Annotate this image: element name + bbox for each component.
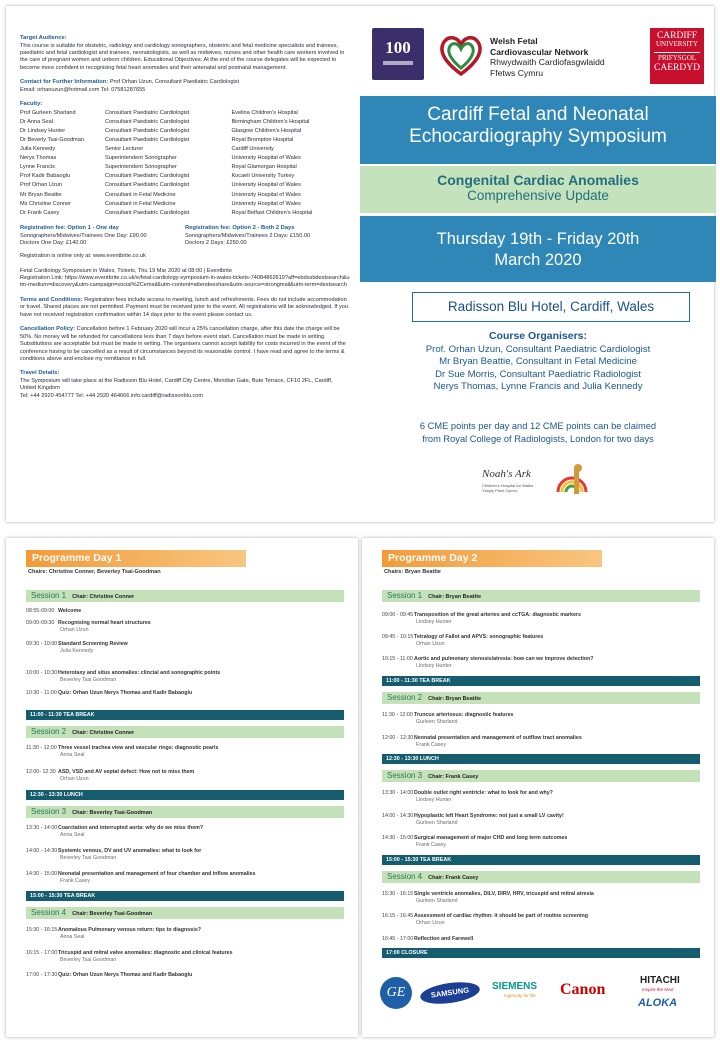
programme-item [382,735,712,749]
item-speaker: Gurleen Sharland [416,897,458,904]
noahs-sub2: Ysbyty Plant Cymru [482,488,518,493]
session-number: Session 1 [387,591,423,600]
item-speaker: Lindsey Hunter [416,662,452,669]
faculty-name: Lynne Francis [20,164,55,171]
item-speaker: Orhan Uzun [60,775,89,782]
faculty-table [20,109,350,218]
programme-item [382,656,712,670]
item-title: Coarctation and interrupted aorta: why do we miss them? [58,825,204,831]
item-speaker: Orhan Uzun [416,640,445,647]
session-chair: Chair: Bryan Beattie [428,696,482,702]
faculty-row [20,209,350,218]
item-speaker: Beverley Tsai Goodman [60,956,117,963]
item-time: 12:00- 12:30 [26,769,56,775]
session-header [382,590,700,602]
item-time: 09:00-09:30 [26,620,55,626]
item-speaker: Gurleen Sharland [416,718,458,725]
cu-line3: PRIFYSGOL [657,54,697,63]
session-chair: Chair: Beverley Tsai-Goodman [72,911,153,917]
item-time: 14:00 - 14:30 [26,848,58,854]
item-time: 10:00 - 10:30 [26,670,58,676]
item-title: Neonatal presentation and management of outflow tract anomalies [414,735,582,741]
event-date [360,216,716,282]
organiser-1: Prof. Orhan Uzun, Consultant Paediatric Cardiologist [425,343,651,355]
faculty-role: Consultant in Fetal Medicine [104,200,176,207]
programme-item [26,608,356,615]
cu-line4: CAERDYD [654,62,700,73]
item-time: 10:15 - 11:00 [382,656,413,662]
faculty-name: Ms Christine Conner [20,200,71,207]
wfcn-line4: Ffetws Cymru [490,68,543,79]
faculty-hospital: Kocaeli University Turkey [231,173,295,180]
programme-item [382,612,712,626]
cancel-heading: Cancellation Policy: [20,326,76,333]
faculty-name: Dr Anna Seal [20,118,53,125]
symposium-title [360,96,716,164]
faculty-row [20,182,350,191]
terms-heading: Terms and Conditions: [20,296,83,303]
session-header [382,770,700,782]
item-speaker: Frank Casey [416,841,447,848]
session-number: Session 2 [31,727,67,736]
faculty-name: Mr Bryan Beattie [20,191,62,198]
faculty-row [20,109,350,118]
programme-item [382,835,712,849]
item-time: 11:30 - 12:00 [26,745,57,751]
item-speaker: Gurleen Sharland [416,819,458,826]
travel-text: The Symposium will take place at the Radisson Blu Hotel, Cardiff City Centre, Meridian Gate, Bute Terrace, CF10 2FL, Cardiff, United Kingdom [20,377,333,392]
heart-logo-icon [436,32,486,78]
programme-item [382,634,712,648]
item-time: 15:30 - 16:15 [26,927,58,933]
session-number: Session 3 [387,771,423,780]
wfcn-line3: Rhwydwaith Cardiofasgwlaidd [490,57,605,68]
faculty-role: Consultant Paediatric Cardiologist [104,209,190,216]
programme-item [26,745,356,759]
samsung-logo: SAMSUNG [419,979,481,1007]
faculty-row [20,145,350,154]
item-title: Heterotaxy and situs anomalies: clincial and sonographic points [58,670,221,676]
faculty-role: Consultant Paediatric Cardiologist [104,182,190,189]
programme-item [26,620,356,634]
subtitle-line1: Congenital Cardiac Anomalies [437,172,639,188]
organiser-3: Dr Sue Morris, Consultant Paediatric Radiologist [435,368,641,380]
break-bar: 12:30 - 13:30 LUNCH [26,790,344,800]
session-number: Session 4 [387,872,423,881]
faculty-name: Dr Frank Casey [20,209,60,216]
programme-item [382,790,712,804]
online-note: Registration is online only at: www.eventbrite.co.uk [20,253,146,260]
hitachi-logo: HITACHI [640,975,680,986]
day2-title: Programme Day 2 [382,550,602,567]
break-bar: 11:00 - 11:30 TEA BREAK [26,710,344,720]
faculty-row [20,163,350,172]
faculty-role: Consultant Paediatric Cardiologist [104,136,190,143]
faculty-row [20,127,350,136]
faculty-role: Consultant in Fetal Medicine [104,191,176,198]
eventbrite-title: Fetal Cardiology Symposium in Wales, Tickets, Thu 19 Mar 2020 at 08:00 | Eventbrite [20,267,232,274]
item-time: 14:30 - 15:00 [26,871,58,877]
travel-contact: Tel: +44 2920 454777 Tel: +44 2920 464666 info.cardiff@radissonblu.com [20,392,204,399]
item-title: Quiz: Orhan Uzun Nerys Thomas and Kadir Babaoglu [58,690,193,696]
faculty-role: Superintendent Sonographer [104,155,177,162]
programme-item [26,950,356,964]
item-speaker: Frank Casey [416,741,447,748]
reg1-line1: Sonographers/Midwives/Trainees One Day: £90.00 [20,232,147,239]
faculty-role: Consultant Paediatric Cardiologist [104,109,190,116]
faculty-name: Prof Kadir Babaoglu [20,173,71,180]
logo-100-text: 100 [385,38,411,57]
item-title: Anomalous Pulmonary venous return: tips to diagnosis? [58,927,202,933]
hitachi-tagline: Inspire the Next [642,987,674,992]
organiser-2: Mr Bryan Beattie, Consultant in Fetal Medicine [439,356,637,368]
session-number: Session 2 [387,693,423,702]
item-title: Three vessel trachea view and vascular rings: diagnostic pearls [58,745,219,751]
target-heading: Target Audience: [20,35,67,41]
faculty-hospital: Glasgow Children's Hospital [231,127,302,134]
item-time: 09:45 - 10:15 [382,634,414,640]
break-bar: 15:00 - 15:30 TEA BREAK [382,855,700,865]
item-time: 16:15 - 16:45 [382,913,414,919]
faculty-row [20,200,350,209]
title-line2: Echocardiography Symposium [409,125,667,147]
cme-line2: from Royal College of Radiologists, London for two days [422,434,654,445]
session-header [26,907,344,919]
faculty-name: Dr Lindsey Hunter [20,127,66,134]
faculty-hospital: Royal Brompton Hospital [231,136,294,143]
organisers-heading: Course Organisers: [488,330,588,342]
faculty-role: Consultant Paediatric Cardiologist [104,127,190,134]
item-time: 13:30 - 14:00 [26,825,58,831]
noahs-sub1: Children's Hospital for Wales [482,483,534,488]
contact-heading: Contact for Further Information: [20,79,109,86]
faculty-role: Consultant Paediatric Cardiologist [104,173,190,180]
siemens-tagline: Ingenuity for life [504,993,536,998]
faculty-row [20,172,350,181]
day2-chairs: Chairs: Bryan Beattie [384,569,441,575]
item-title: Single ventricle anomalies, DILV, DIRV, HRV, tricuspid and mitral atresia [414,891,594,897]
session-header [26,806,344,818]
faculty-hospital: University Hospital of Wales [231,155,301,162]
item-speaker: Anna Seal [60,933,85,940]
day1-chairs: Chairs: Christine Conner, Beverley Tsai-Goodman [28,569,161,575]
subtitle-line2: Comprehensive Update [467,188,609,203]
item-speaker: Anna Seal [60,751,85,758]
break-bar: 15:00 - 15:30 TEA BREAK [26,891,344,901]
item-title: Recognising normal heart structures [58,620,151,626]
item-speaker: Anna Seal [60,831,85,838]
date-line2: March 2020 [494,250,582,269]
reg2-line2: Doctors 2 Days: £250.00 [185,239,247,246]
faculty-role: Senior Lecturer [104,146,144,153]
faculty-role: Consultant Paediatric Cardiologist [104,118,190,125]
cu-line1: CARDIFF [656,31,698,41]
centenary-logo [372,28,424,80]
cme-points [362,420,714,446]
sponsor-logos [380,975,716,1015]
item-speaker: Beverley Tsai Goodman [60,854,117,861]
item-title: Reflection and Farewell [414,936,474,942]
programme-day2 [382,550,712,1010]
item-time: 12:00 - 12:30 [382,735,414,741]
item-speaker: Orhan Uzun [416,919,445,926]
break-bar: 12:30 - 13:30 LUNCH [382,754,700,764]
course-organisers [360,330,716,394]
cancel-text: Cancellation before 1 February 2020 will incur a 25% cancellation charge, after this date the charge will be 50%. No money will be refunded for cancellations less than 7 days before event start. Cancellation must be made in writing. Substitutions are acceptable but must be made in writing. The organisers cannot accept liability for costs incurred in the event of the conference having to be cancelled as a result of circumstances beyond its reasonable control. I have read and agree to the terms & conditions above and enclose my remittance in full. [20,326,346,362]
item-time: 14:30 - 15:00 [382,835,414,841]
rainbow-giraffe-icon [554,462,590,500]
session-chair: Chair: Beverley Tsai-Goodman [72,810,153,816]
item-time: 15:30 - 16:15 [382,891,414,897]
terms-text: Registration fees include access to meeting, lunch and refreshments. Fees do not include accommodation or travel. Shared places are not permitted. Payment must be received prior to the event. All registrations will be acknowledged. If you have not received registration confirmation within 14 days prior to the event please contact us. [20,296,349,318]
item-title: Tricuspid and mitral valve anomalies: diagnostic and clinical features [58,950,233,956]
siemens-logo: SIEMENS [492,981,538,992]
faculty-role: Superintendent Sonographer [104,164,177,171]
travel-heading: Travel Details: [20,370,60,377]
session-chair: Chair: Bryan Beattie [428,594,482,600]
programme-item [26,871,356,885]
programme-day1 [26,550,356,1010]
faculty-hospital: Evelina Children's Hospital [231,109,298,116]
item-title: Hypoplastic left Heart Syndrome: not just a small LV cavity! [414,813,564,819]
faculty-name: Nerys Thomas [20,155,57,162]
item-time: 14:00 - 14:30 [382,813,414,819]
item-speaker: Lindsey Hunter [416,618,452,625]
item-title: Welcome [58,608,82,614]
reg2-line1: Sonographers/Midwives/Trainees 2 Days: £150.00 [185,232,311,239]
session-header [382,692,700,704]
session-header [26,590,344,602]
reg1-line2: Doctors One Day: £140.00 [20,239,87,246]
programme-item [382,936,712,943]
contact-text: Prof Orhan Uzun, Consultant Paediatric Cardiologist [109,79,240,86]
item-title: Quiz: Orhan Uzun Nerys Thomas and Kadir Babaoglu [58,972,193,978]
item-title: Truncus arteriosus: diagnostic features [414,712,514,718]
programme-item [26,972,356,979]
item-title: Systemic venous, DV and UV anomalies: what to look for [58,848,202,854]
noahs-name: Noah's Ark [482,468,531,480]
faculty-hospital: Birmingham Children's Hospital [231,118,310,125]
aloka-logo: ALOKA [638,997,678,1009]
break-bar: 11:00 - 11:30 TEA BREAK [382,676,700,686]
session-chair: Chair: Frank Casey [428,774,479,780]
cardiff-university-logo [650,28,704,84]
session-number: Session 4 [31,908,67,917]
programme-item [382,712,712,726]
venue-box: Radisson Blu Hotel, Cardiff, Wales [412,292,690,322]
faculty-hospital: University Hospital of Wales [231,191,301,198]
symposium-subtitle [360,166,716,213]
faculty-row [20,191,350,200]
item-speaker: Julia Kennedy [60,647,94,654]
programme-item [26,690,356,697]
programme-item [26,848,356,862]
item-title: Surgical management of major CHD and long term outcomes [414,835,568,841]
item-time: 17:00 - 17:30 [26,972,58,978]
faculty-row [20,118,350,127]
programme-item [26,927,356,941]
programme-item [26,769,356,783]
registration-link[interactable]: Registration Link: https://www.eventbrite.co.uk/e/fetal-cardiology-symposium-in-wales-tickets-74084862619?aff=ebdssbdestsearch&utm-medium=discovery&utm-campaign=social%2Cemail&utm-content=attendeeshare&utm-source=strongmail&utm-term=destsearch [20,275,350,289]
item-title: Tetralogy of Fallot and APVS: sonographic features [414,634,544,640]
session-number: Session 3 [31,807,67,816]
session-number: Session 1 [31,591,67,600]
item-title: Double outlet right ventricle: what to look for and why? [414,790,553,796]
faculty-hospital: University Hospital of Wales [231,182,301,189]
faculty-hospital: Cardiff University [231,146,274,153]
item-time: 16:15 - 17:00 [26,950,58,956]
programme-item [382,813,712,827]
faculty-row [20,154,350,163]
reg1-heading: Registration fee: Option 1 - One day [20,224,119,231]
faculty-heading: Faculty: [20,101,43,108]
item-time: 13:30 - 14:00 [382,790,414,796]
canon-logo: Canon [560,981,606,998]
session-header [382,871,700,883]
faculty-name: Prof Orhan Uzun [20,182,62,189]
date-line1: Thursday 19th - Friday 20th [436,230,640,248]
programme-item [26,641,356,655]
item-speaker: Orhan Uzun [60,626,89,633]
item-time: 09:30 - 10:00 [26,641,58,647]
faculty-hospital: Royal Belfast Children's Hospital [231,209,313,216]
noahs-ark-logo [482,462,592,502]
contact-email: Email: orhanuzun@hotmail.com Tel: 07581287655 [20,86,146,93]
registration-fees [20,225,350,247]
programme-item [26,670,356,684]
programme-item [26,825,356,839]
session-chair: Chair: Christine Conner [72,730,135,736]
item-title: Assessment of cardiac rhythm: it should be part of routine screening [414,913,588,919]
item-speaker: Lindsey Hunter [416,796,452,803]
day1-title: Programme Day 1 [26,550,246,567]
item-title: Aortic and pulmonary stenosis/atresia: how can we improve detection? [414,656,594,662]
item-title: Standard Screening Review [58,641,128,647]
wfcn-line2: Cardiovascular Network [490,46,589,57]
programme-item [382,891,712,905]
session-header [26,726,344,738]
session-chair: Chair: Frank Casey [428,875,479,881]
faculty-name: Prof Gurleen Sharland [20,109,76,116]
item-title: ASD, VSD and AV septal defect: How not to miss them [58,769,195,775]
item-speaker: Frank Casey [60,877,91,884]
organiser-4: Nerys Thomas, Lynne Francis and Julia Kennedy [433,381,643,393]
item-time: 08:55-09:00 [26,608,55,614]
item-time: 16:45 - 17:00 [382,936,414,942]
title-line1: Cardiff Fetal and Neonatal [427,104,649,125]
wfcn-line1: Welsh Fetal [490,36,538,46]
faculty-row [20,136,350,145]
cme-line1: 6 CME points per day and 12 CME points can be claimed [419,421,657,431]
cu-line2: UNIVERSITY [656,40,698,49]
reg2-heading: Registration fee: Option 2 - Both 2 Days [185,224,295,231]
left-info-column [20,35,350,407]
faculty-hospital: University Hospital of Wales [231,200,301,207]
session-chair: Chair: Christine Conner [72,594,135,600]
faculty-hospital: Royal Glamorgan Hospital [231,164,297,171]
wfcn-name [490,36,605,79]
faculty-name: Julia Kennedy [20,146,56,153]
item-time: 10:30 - 11:00 [26,690,57,696]
target-text: This course is suitable for obstetric, radiology and cardiology sonographers, obstetric and fetal medicine specialists and trainees, paediatric and fetal cardiologist and trainees, neonatologists, as well as midwives, nurses and other health care workers involved in the care of pregnant women and unborn children. Educational Objectives: At the end of the course delegates will be expected to become more confident in recognising fetal heart anomalies and their antenatal and postnatal management. [20,42,345,71]
programme-item [382,913,712,927]
break-bar: 17:00 CLOSURE [382,948,700,958]
header-logos [354,10,710,98]
faculty-name: Dr Beverly Tsai-Goodman [20,136,84,143]
item-time: 11:30 - 12:00 [382,712,413,718]
item-time: 09:00 - 09:45 [382,612,414,618]
ge-logo: GE [380,977,412,1009]
item-speaker: Beverley Tsai Goodman [60,676,117,683]
item-title: Transposition of the great arteries and ccTGA: diagnostic markers [414,612,581,618]
item-title: Neonatal presentation and management of four chamber and inflow anomalies [58,871,256,877]
